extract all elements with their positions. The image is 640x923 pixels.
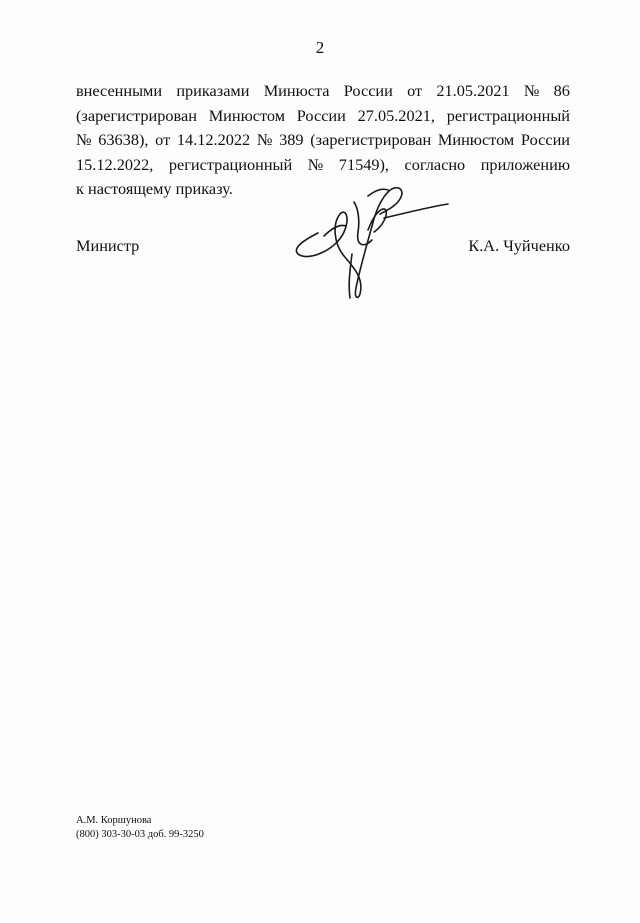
signatory-name: К.А. Чуйченко — [468, 236, 570, 255]
page-number: 2 — [315, 38, 325, 57]
executor-info — [76, 814, 204, 842]
handwritten-signature — [284, 170, 454, 305]
executor-phone: (800) 303-30-03 доб. 99-3250 — [76, 829, 204, 840]
body-line-5: к настоящему приказу. — [76, 179, 233, 199]
body-line-4: 15.12.2022, регистрационный № 71549), согласно приложению — [76, 154, 570, 174]
body-line-1: внесенными приказами Минюста России от 21.05.2021 № 86 — [76, 81, 570, 100]
body-line-3: № 63638), от 14.12.2022 № 389 (зарегистрирован Минюстом России — [76, 130, 570, 150]
executor-name: А.М. Коршунова — [76, 815, 152, 826]
signatory-title: Министр — [76, 236, 140, 255]
body-line-2: (зарегистрирован Минюстом России 27.05.2021, регистрационный — [76, 105, 570, 125]
